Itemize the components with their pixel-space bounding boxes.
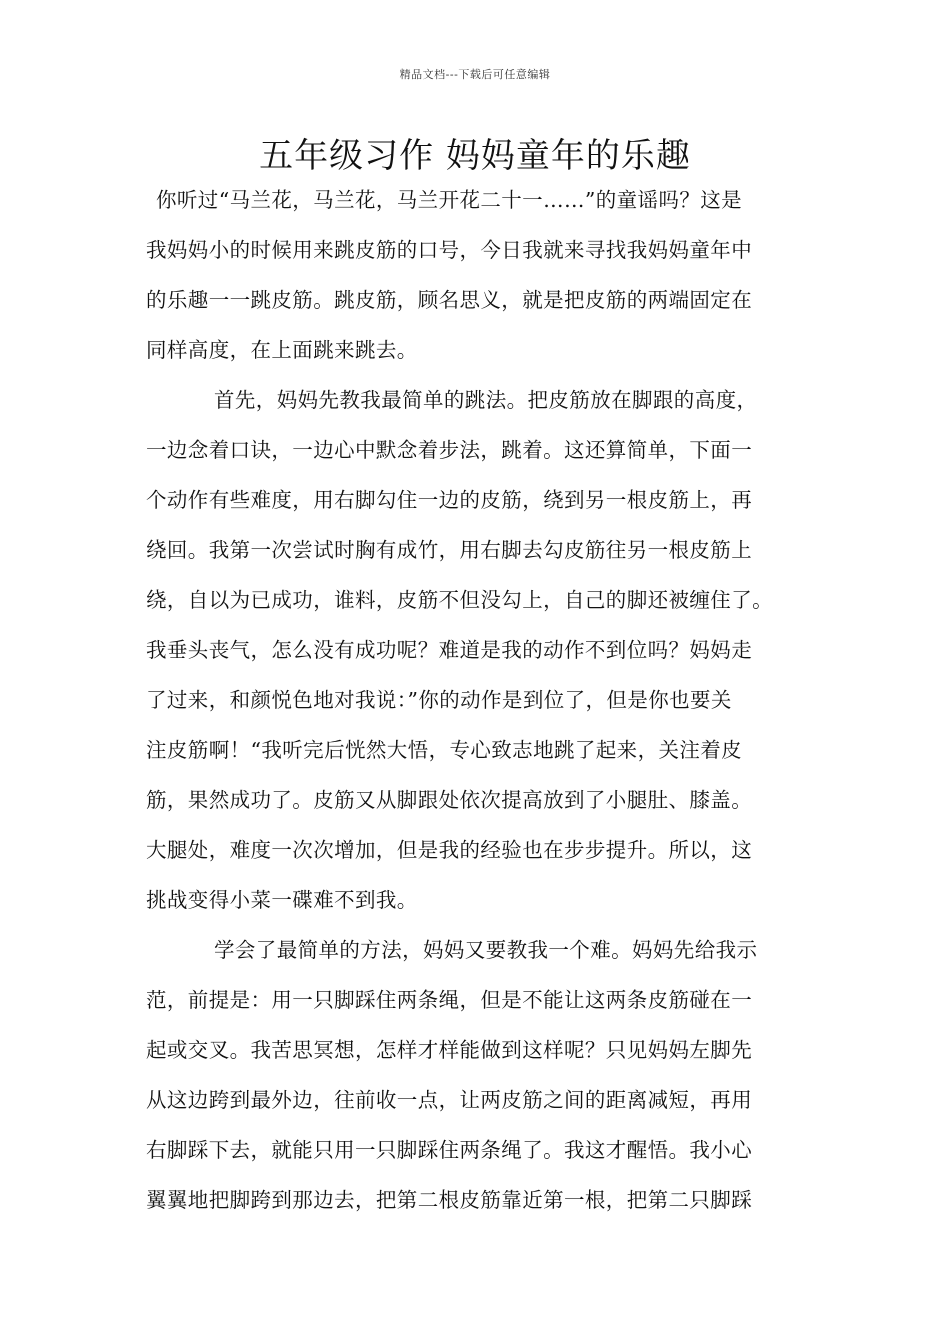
text-line: 个动作有些难度，用右脚勾住一边的皮筋，绕到另一根皮筋上，再 [146, 488, 753, 512]
text-line: 我妈妈小的时候用来跳皮筋的口号，今日我就来寻找我妈妈童年中 [146, 238, 753, 262]
text-line: 一边念着口诀，一边心中默念着步法，跳着。这还算简单，下面一 [146, 438, 753, 462]
text-line: 绕回。我第一次尝试时胸有成竹，用右脚去勾皮筋往另一根皮筋上 [146, 538, 753, 562]
text-line: 右脚踩下去，就能只用一只脚踩住两条绳了。我这才醒悟。我小心 [146, 1138, 753, 1162]
text-line: 注皮筋啊！“我听完后恍然大悟，专心致志地跳了起来，关注着皮 [146, 738, 743, 762]
document-title: 五年级习作 妈妈童年的乐趣 [259, 136, 691, 176]
text-line: 从这边跨到最外边，往前收一点，让两皮筋之间的距离减短，再用 [146, 1088, 753, 1112]
text-line: 翼翼地把脚跨到那边去，把第二根皮筋靠近第一根，把第二只脚踩 [146, 1188, 753, 1212]
text-line: 首先，妈妈先教我最简单的跳法。把皮筋放在脚跟的高度， [214, 388, 758, 412]
text-line: 范，前提是：用一只脚踩住两条绳，但是不能让这两条皮筋碰在一 [146, 988, 753, 1012]
text-line: 你听过“马兰花，马兰花，马兰开花二十一……”的童谣吗？这是 [156, 188, 743, 212]
text-line: 起或交叉。我苦思冥想，怎样才样能做到这样呢？只见妈妈左脚先 [146, 1038, 753, 1062]
text-line: 学会了最简单的方法，妈妈又要教我一个难。妈妈先给我示 [214, 938, 758, 962]
text-line: 绕，自以为已成功，谁料，皮筋不但没勾上，自己的脚还被缠住了。 [146, 588, 773, 612]
text-line: 同样高度，在上面跳来跳去。 [146, 338, 418, 362]
text-line: 大腿处，难度一次次增加，但是我的经验也在步步提升。所以，这 [146, 838, 753, 862]
text-line: 挑战变得小菜一碟难不到我。 [146, 888, 418, 912]
text-line: 筋，果然成功了。皮筋又从脚跟处依次提高放到了小腿肚、膝盖。 [146, 788, 753, 812]
text-line: 我垂头丧气，怎么没有成功呢？难道是我的动作不到位吗？妈妈走 [146, 638, 753, 662]
text-line: 的乐趣一一跳皮筋。跳皮筋，顾名思义，就是把皮筋的两端固定在 [146, 288, 753, 312]
text-line: 了过来，和颜悦色地对我说：”你的动作是到位了，但是你也要关 [146, 688, 732, 712]
essay-body [146, 180, 826, 1230]
header-note: 精品文档---下载后可任意编辑 [399, 68, 551, 81]
